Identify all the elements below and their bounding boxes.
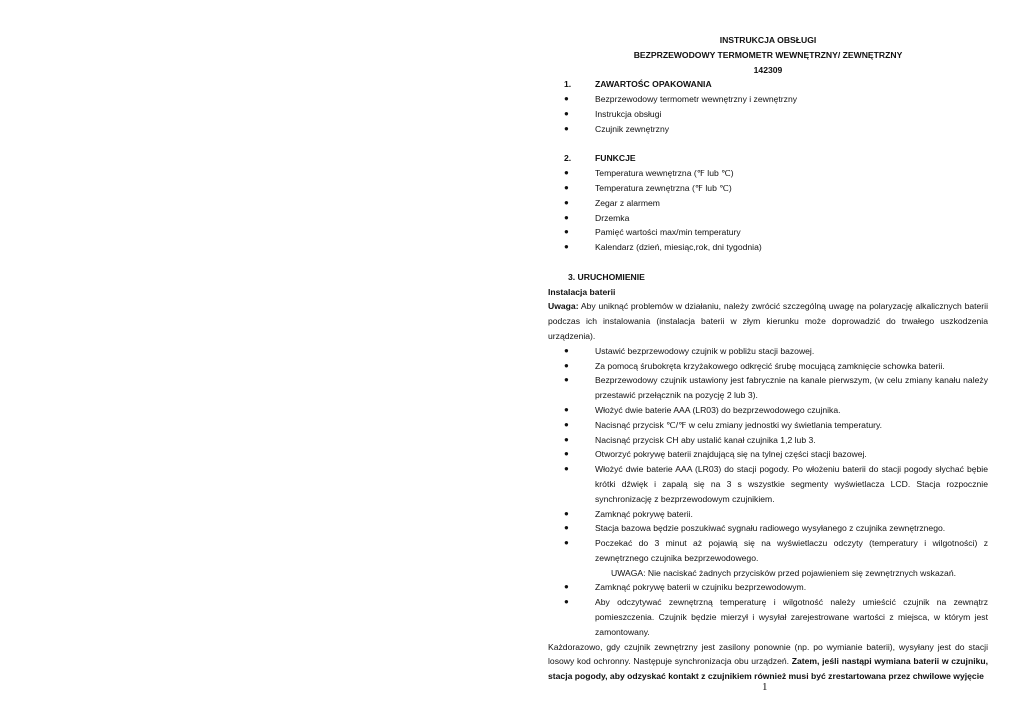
doc-title: INSTRUKCJA OBSŁUGI — [719, 35, 817, 45]
steps-list — [548, 344, 988, 640]
list-item: ● Czujnik zewnętrzny — [564, 122, 988, 137]
list-item: ● Nacisnąć przycisk ℃/℉ w celu zmiany jednostki wy świetlania temperatury. — [564, 418, 988, 433]
product-code: 142309 — [753, 64, 783, 75]
subheading-battery: Instalacja baterii — [548, 286, 616, 297]
section-number: 1. — [564, 79, 572, 90]
warning-label: Uwaga: — [548, 301, 579, 312]
warning-paragraph — [548, 299, 988, 343]
list-item: ● Otworzyć pokrywę baterii znajdującą się na tylnej części stacji bazowej. — [564, 447, 988, 462]
list-item: ● Nacisnąć przycisk CH aby ustalić kanał czujnika 1,2 lub 3. — [564, 433, 988, 448]
list-item: ● Stacja bazowa będzie poszukiwać sygnału radiowego wysyłanego z czujnika zewnętrznego. — [564, 521, 988, 536]
list-item: ● Instrukcja obsługi — [564, 107, 988, 122]
list-item: ● Zegar z alarmem — [564, 196, 988, 211]
list-item: ● Włożyć dwie baterie AAA (LR03) do stacji pogody. Po włożeniu baterii do stacji pogody słychać bębie krótki dźwięk i zapalą się na 3 s wszystkie segmenty wyświetlacza LCD. Stacja rozpocznie synchronizację z bezprzewodowym czujnikiem. — [564, 462, 988, 506]
list-item: ● Zamknąć pokrywę baterii. — [564, 507, 988, 522]
final-text: Każdorazowo, gdy czujnik zewnętrzny jest zasilony ponownie (np. po wymianie baterii), wysyłany jest do stacji losowy kod ochronny. Następuje synchronizacja obu urządzeń. — [548, 641, 988, 667]
spacer — [548, 255, 988, 270]
list-item: ● Za pomocą śrubokręta krzyżakowego odkręcić śrubę mocującą zamknięcie schowka baterii. — [564, 359, 988, 374]
warning-note: UWAGA: Nie naciskać żadnych przycisków przed pojawieniem się zewnętrznych wskazań. — [611, 567, 956, 578]
final-paragraph — [548, 640, 988, 684]
doc-subtitle: BEZPRZEWODOWY TERMOMETR WEWNĘTRZNY/ ZEWNĘTRZNY — [633, 49, 903, 60]
section-title: FUNKCJE — [595, 153, 636, 164]
list-item: ● Bezprzewodowy czujnik ustawiony jest fabrycznie na kanale pierwszym, (w celu zmiany kanału należy przestawić przełącznik na pozycję 2 lub 3). — [564, 373, 988, 403]
page-number: 1 — [762, 681, 768, 693]
section-number: 2. — [564, 153, 572, 164]
section-heading-contents — [548, 77, 988, 92]
warning-text: Aby uniknąć problemów w działaniu, należy zwrócić szczególną uwagę na polaryzację alkalicznych baterii podczas ich instalowania (instalacja baterii w złym kierunku może doprowadzić do trwałego uszkodzenia urządzenia). — [548, 301, 988, 341]
list-item: ● Poczekać do 3 minut aż pojawią się na wyświetlaczu odczyty (temperatury i wilgotności) z zewnętrznego czujnika bezprzewodowego. — [564, 536, 988, 566]
section-title: ZAWARTOŚC OPAKOWANIA — [595, 79, 712, 90]
list-item: ● Temperatura wewnętrzna (℉ lub ℃) — [564, 166, 988, 181]
list-item: ● Drzemka — [564, 211, 988, 226]
functions-list — [548, 166, 988, 255]
list-item: ● Ustawić bezprzewodowy czujnik w pobliżu stacji bazowej. — [564, 344, 988, 359]
contents-list — [548, 92, 988, 136]
section-heading-functions — [548, 151, 988, 166]
spacer — [548, 137, 988, 152]
list-item: ● Włożyć dwie baterie AAA (LR03) do bezprzewodowego czujnika. — [564, 403, 988, 418]
text-column — [548, 33, 988, 684]
list-item: ● Pamięć wartości max/min temperatury — [564, 225, 988, 240]
section-heading-startup: 3. URUCHOMIENIE — [568, 271, 645, 282]
list-item: ● Aby odczytywać zewnętrzną temperaturę i wilgotność należy umieścić czujnik na zewnątrz pomieszczenia. Czujnik będzie mierzył i wysyłał zarejestrowane wartości z miejsca, w którym jest zamontowany. — [564, 595, 988, 639]
final-bold-text: Zatem, jeśli nastąpi wymiana baterii w czujniku, stacja pogody, aby odzyskać kontakt z czujnikiem również musi być zrestartowana przez chwilowe wyjęcie — [548, 656, 988, 682]
list-item: ● Bezprzewodowy termometr wewnętrzny i zewnętrzny — [564, 92, 988, 107]
list-item: ● Kalendarz (dzień, miesiąc,rok, dni tygodnia) — [564, 240, 988, 255]
list-item: ● Temperatura zewnętrzna (℉ lub ℃) — [564, 181, 988, 196]
list-item: ● Zamknąć pokrywę baterii w czujniku bezprzewodowym. — [564, 580, 988, 595]
